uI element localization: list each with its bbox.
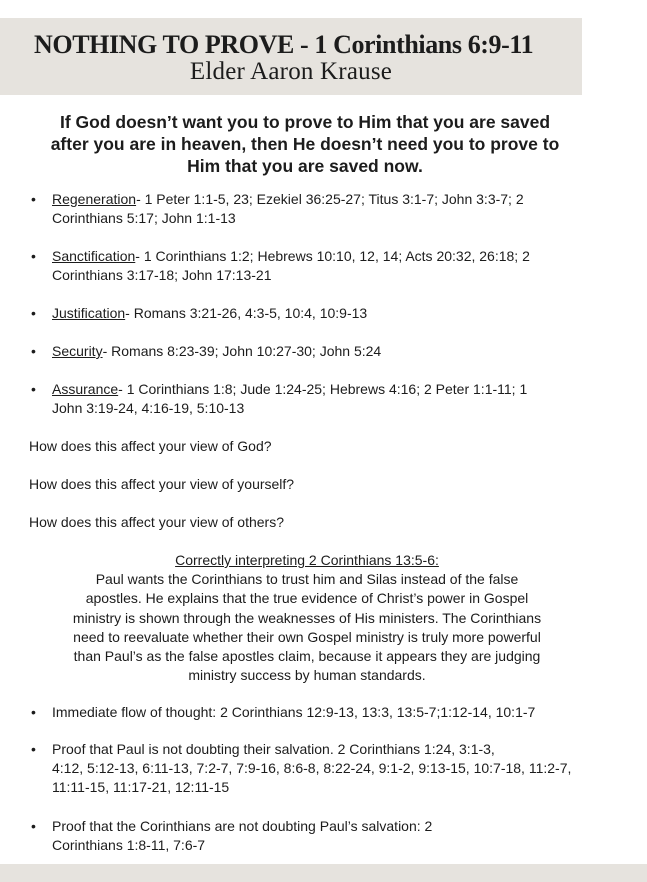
doctrine-list xyxy=(28,304,588,323)
topic-term: Security xyxy=(52,343,103,359)
list-item xyxy=(28,304,588,323)
thesis-line: Him that you are saved now. xyxy=(187,156,423,176)
page-title: NOTHING TO PROVE - 1 Corinthians 6:9-11 xyxy=(34,30,534,59)
topic-refs-cont: John 3:19-24, 4:16-19, 5:10-13 xyxy=(52,400,245,416)
list-item xyxy=(28,817,588,855)
reflection-question: How does this affect your view of God? xyxy=(29,438,272,454)
paragraph-line: apostles. He explains that the true evidence of Christ’s power in Gospel xyxy=(85,590,529,607)
list-item xyxy=(28,190,588,228)
thesis-line: If God doesn’t want you to prove to Him that you are saved xyxy=(59,112,551,132)
points-list xyxy=(28,740,588,797)
title-banner xyxy=(0,18,582,95)
reflection-question: How does this affect your view of others? xyxy=(29,514,284,530)
author-name: Elder Aaron Krause xyxy=(189,58,393,85)
points-list xyxy=(28,817,588,855)
paragraph-line: Paul wants the Corinthians to trust him and Silas instead of the false xyxy=(95,571,519,588)
point-text: Immediate flow of thought: 2 Corinthians 12:9-13, 13:3, 13:5-7;1:12-14, 10:1-7 xyxy=(52,704,536,720)
point-text: 11:11-15, 11:17-21, 12:11-15 xyxy=(52,779,230,795)
paragraph-line: than Paul’s as the false apostles claim, because it appears they are judging xyxy=(73,648,541,665)
section-heading: Correctly interpreting 2 Corinthians 13:5-6: xyxy=(175,552,439,568)
list-item xyxy=(28,247,588,285)
topic-term: Regeneration xyxy=(52,191,137,207)
topic-refs: - Romans 8:23-39; John 10:27-30; John 5:24 xyxy=(102,343,382,359)
topic-refs: - 1 Corinthians 1:8; Jude 1:24-25; Hebrews 4:16; 2 Peter 1:1-11; 1 xyxy=(118,381,528,397)
bullet-icon: • xyxy=(31,704,36,720)
bullet-icon: • xyxy=(31,818,36,834)
doctrine-list xyxy=(28,190,588,228)
topic-refs: - 1 Corinthians 1:2; Hebrews 10:10, 12, 14; Acts 20:32, 26:18; 2 xyxy=(135,248,530,264)
point-text: Corinthians 1:8-11, 7:6-7 xyxy=(52,837,206,853)
topic-term: Assurance xyxy=(52,381,119,397)
reflection-question: How does this affect your view of yourself? xyxy=(29,476,295,492)
bullet-icon: • xyxy=(31,343,36,359)
footer-bar xyxy=(0,864,647,882)
doctrine-list xyxy=(28,342,588,361)
point-text: 4:12, 5:12-13, 6:11-13, 7:2-7, 7:9-16, 8:6-8, 8:22-24, 9:1-2, 9:13-15, 10:7-18, 11:2-7, xyxy=(52,760,572,776)
thesis-line: after you are in heaven, then He doesn’t need you to prove to xyxy=(50,134,560,154)
point-text: Proof that the Corinthians are not doubting Paul’s salvation: 2 xyxy=(52,818,433,834)
topic-refs: - Romans 3:21-26, 4:3-5, 10:4, 10:9-13 xyxy=(125,305,368,321)
paragraph-line: ministry is shown through the weaknesses of His ministers. The Corinthians xyxy=(72,609,542,626)
topic-refs: - 1 Peter 1:1-5, 23; Ezekiel 36:25-27; Titus 3:1-7; John 3:3-7; 2 xyxy=(136,191,524,207)
points-list xyxy=(28,703,588,722)
interpretation-section xyxy=(20,551,594,685)
list-item xyxy=(28,740,588,797)
doctrine-list xyxy=(28,380,588,418)
topic-refs-cont: Corinthians 5:17; John 1:1-13 xyxy=(52,210,236,226)
list-item xyxy=(28,380,588,418)
bullet-icon: • xyxy=(31,248,36,264)
bullet-icon: • xyxy=(31,381,36,397)
thesis-statement xyxy=(20,111,590,177)
topic-refs-cont: Corinthians 3:17-18; John 17:13-21 xyxy=(52,267,272,283)
point-text: Proof that Paul is not doubting their salvation. 2 Corinthians 1:24, 3:1-3, xyxy=(52,741,495,757)
bullet-icon: • xyxy=(31,741,36,757)
list-item xyxy=(28,342,588,361)
doctrine-list xyxy=(28,247,588,285)
bullet-icon: • xyxy=(31,305,36,321)
paragraph-line: need to reevaluate whether their own Gospel ministry is truly more powerful xyxy=(73,628,541,645)
topic-term: Sanctification xyxy=(52,248,136,264)
paragraph-line: ministry success by human standards. xyxy=(188,667,426,684)
bullet-icon: • xyxy=(31,191,36,207)
list-item xyxy=(28,703,588,722)
topic-term: Justification xyxy=(52,305,126,321)
